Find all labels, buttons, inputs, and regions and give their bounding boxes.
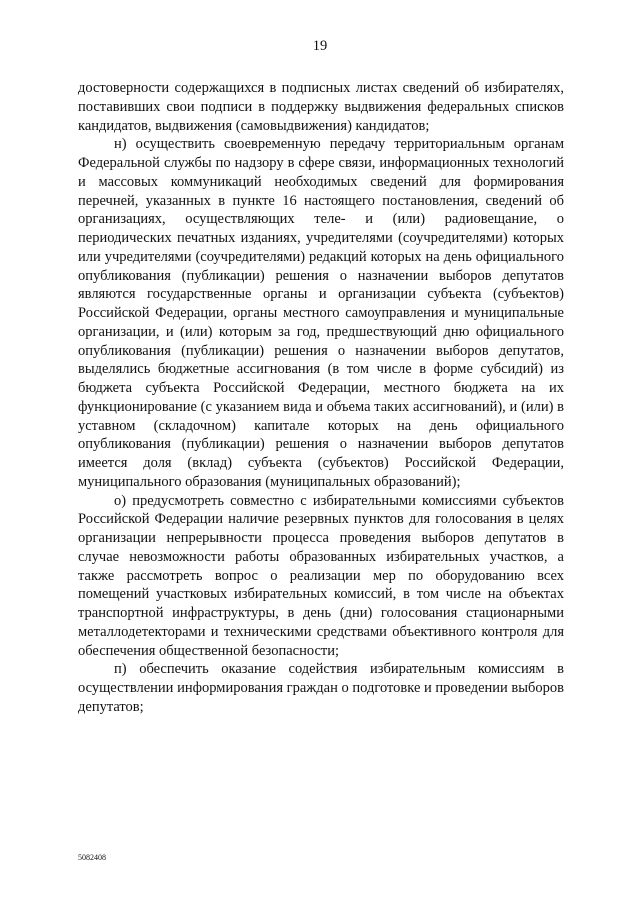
page-number: 19: [312, 38, 328, 54]
paragraph-item-p: п) обеспечить оказание содействия избирательным комиссиям в осуществлении информирования граждан о подготовке и проведении выборов депутатов;: [78, 661, 564, 715]
document-code: 5082408: [78, 853, 106, 862]
paragraph-continuation: достоверности содержащихся в подписных листах сведений об избирателях, поставивших свои подписи в поддержку выдвижения федеральных списков кандидатов, выдвижения (самовыдвижения) кандидатов;: [78, 80, 564, 134]
paragraph-item-n: н) осуществить своевременную передачу территориальным органам Федеральной службы по надзору в сфере связи, информационных технологий и массовых коммуникаций необходимых сведений для формирования перечней, указанных в пункте 16 настоящего постановления, сведений об организациях, осуществляющих теле- и (или) радиовещание, о периодических печатных изданиях, учредителями (соучредителями) которых или учредителями (соучредителями) редакций которых на день официального опубликования (публикации) решения о назначении выборов депутатов являются государственные органы и организации субъекта (субъектов) Российской Федерации, органы местного самоуправления и муниципальные организации, и (или) которым за год, предшествующий дню официального опубликования (публикации) решения о назначении выборов депутатов, выделялись бюджетные ассигнования (в том числе в форме субсидий) из бюджета субъекта Российской Федерации, местного бюджета на их функционирование (с указанием вида и объема таких ассигнований), и (или) в уставном (складочном) капитале которых на день официального опубликования (публикации) решения о назначении выборов депутатов имеется доля (вклад) субъекта (субъектов) Российской Федерации, муниципального образования (муниципальных образований);: [78, 136, 564, 490]
document-body: [78, 79, 564, 717]
paragraph-item-o: о) предусмотреть совместно с избирательными комиссиями субъектов Российской Федерации наличие резервных пунктов для голосования в целях организации непрерывности процесса проведения выборов депутатов в случае невозможности работы образованных избирательных участков, а также рассмотреть вопрос о реализации мер по оборудованию всех помещений участковых избирательных комиссий, в том числе на объектах транспортной инфраструктуры, в день (дни) голосования стационарными металлодетекторами и техническими средствами объективного контроля для обеспечения общественной безопасности;: [78, 492, 564, 659]
